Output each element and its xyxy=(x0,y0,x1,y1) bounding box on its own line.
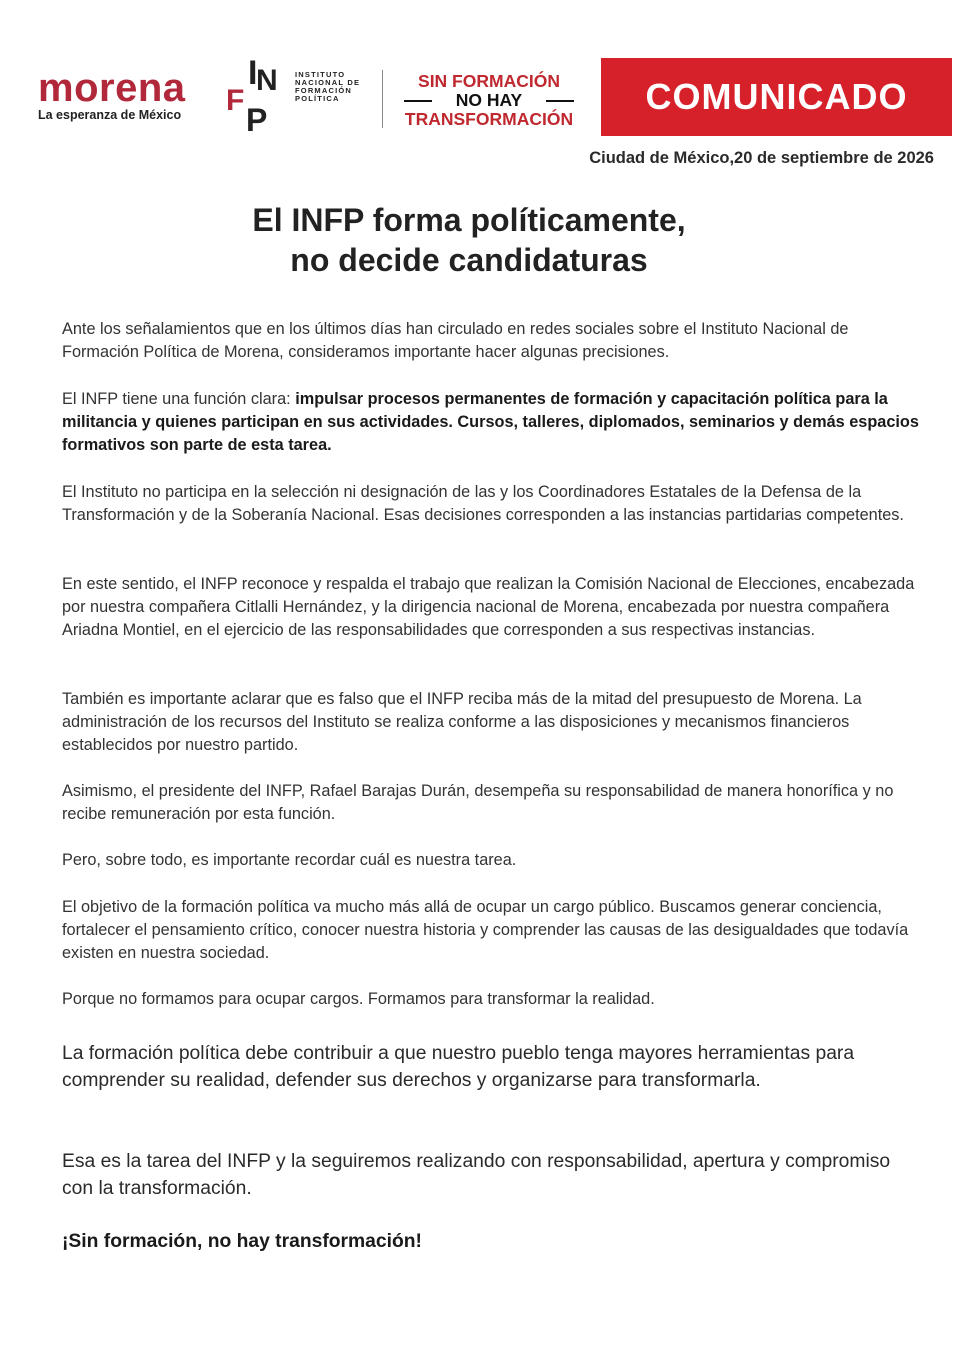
paragraph-11: Esa es la tarea del INFP y la seguiremos realizando con responsabilidad, apertura y compromiso con la transformación. xyxy=(62,1151,891,1199)
party-tagline: La esperanza de México xyxy=(38,108,182,122)
party-name: morena xyxy=(38,66,186,110)
infp-monogram xyxy=(226,56,290,138)
paragraph-8: El objetivo de la formación política va mucho más allá de ocupar un cargo público. Buscamos generar conciencia, fortalecer el pensamiento crítico, conocer nuestra historia y comprender las causas de las desigualdades que todavía existen en nuestra sociedad. xyxy=(62,898,909,962)
institute-name-line: POLÍTICA xyxy=(295,94,340,103)
institute-name-line: NACIONAL DE xyxy=(295,78,361,87)
slogan-line-1: SIN FORMACIÓN xyxy=(418,71,560,91)
paragraph-4: En este sentido, el INFP reconoce y respalda el trabajo que realizan la Comisión Nacional de Elecciones, encabezada por nuestra compañera Citlalli Hernández, y la dirigencia nacional de Morena, encabezada por nuestra compañera Ariadna Montiel, en el ejercicio de las responsabilidades que corresponden a sus respectivas instancias. xyxy=(62,575,915,639)
paragraph-2-emphasis: impulsar procesos permanentes de formación y capacitación política para la militancia y quienes participan en sus actividades. Cursos, talleres, diplomados, seminarios y demás espacios formativos son parte de esta tarea. xyxy=(62,390,919,454)
headline xyxy=(60,200,878,280)
headline-line-1: El INFP forma políticamente, xyxy=(252,202,686,238)
infp-letter-p: P xyxy=(246,102,268,138)
institute-name xyxy=(295,71,367,103)
headline-line-2: no decide candidaturas xyxy=(290,242,648,278)
paragraph-7: Pero, sobre todo, es importante recordar cuál es nuestra tarea. xyxy=(62,851,517,869)
infp-letter-n: N xyxy=(256,64,278,97)
institute-name-line: INSTITUTO xyxy=(295,70,346,79)
infp-letter-f: F xyxy=(226,84,245,117)
institute-name-line: FORMACIÓN xyxy=(295,86,353,95)
morena-logo xyxy=(38,66,186,122)
paragraph-6: Asimismo, el presidente del INFP, Rafael Barajas Durán, desempeña su responsabilidad de manera honorífica y no recibe remuneración por esta función. xyxy=(62,782,894,823)
slogan-logo xyxy=(404,72,574,129)
paragraph-9: Porque no formamos para ocupar cargos. Formamos para transformar la realidad. xyxy=(62,990,655,1008)
paragraph-10: La formación política debe contribuir a que nuestro pueblo tenga mayores herramientas para comprender su realidad, defender sus derechos y organizarse para transformarla. xyxy=(62,1043,855,1091)
paragraph-1: Ante los señalamientos que en los últimos días han circulado en redes sociales sobre el Instituto Nacional de Formación Política de Morena, consideramos importante hacer algunas precisiones. xyxy=(62,320,849,361)
paragraph-2-lead: El INFP tiene una función clara: xyxy=(62,390,296,408)
paragraph-2 xyxy=(62,388,922,457)
slogan-line-3: TRANSFORMACIÓN xyxy=(404,109,574,129)
comunicado-banner: COMUNICADO xyxy=(601,58,952,136)
infp-letter-i: I xyxy=(248,54,258,92)
dateline: Ciudad de México,20 de septiembre de 2026 xyxy=(589,149,934,167)
infp-logo xyxy=(226,56,384,138)
paragraph-5: También es importante aclarar que es falso que el INFP reciba más de la mitad del presupuesto de Morena. La administración de los recursos del Instituto se realiza conforme a las disposiciones y mecanismos financieros establecidos por nuestro partido. xyxy=(62,690,862,754)
closing-slogan: ¡Sin formación, no hay transformación! xyxy=(62,1231,422,1252)
slogan-line-2: NO HAY xyxy=(404,91,574,110)
paragraph-3: El Instituto no participa en la selección ni designación de las y los Coordinadores Estatales de la Defensa de la Transformación y de la Soberanía Nacional. Esas decisiones corresponden a las instancias partidarias competentes. xyxy=(62,483,904,524)
logo-divider xyxy=(382,70,383,128)
